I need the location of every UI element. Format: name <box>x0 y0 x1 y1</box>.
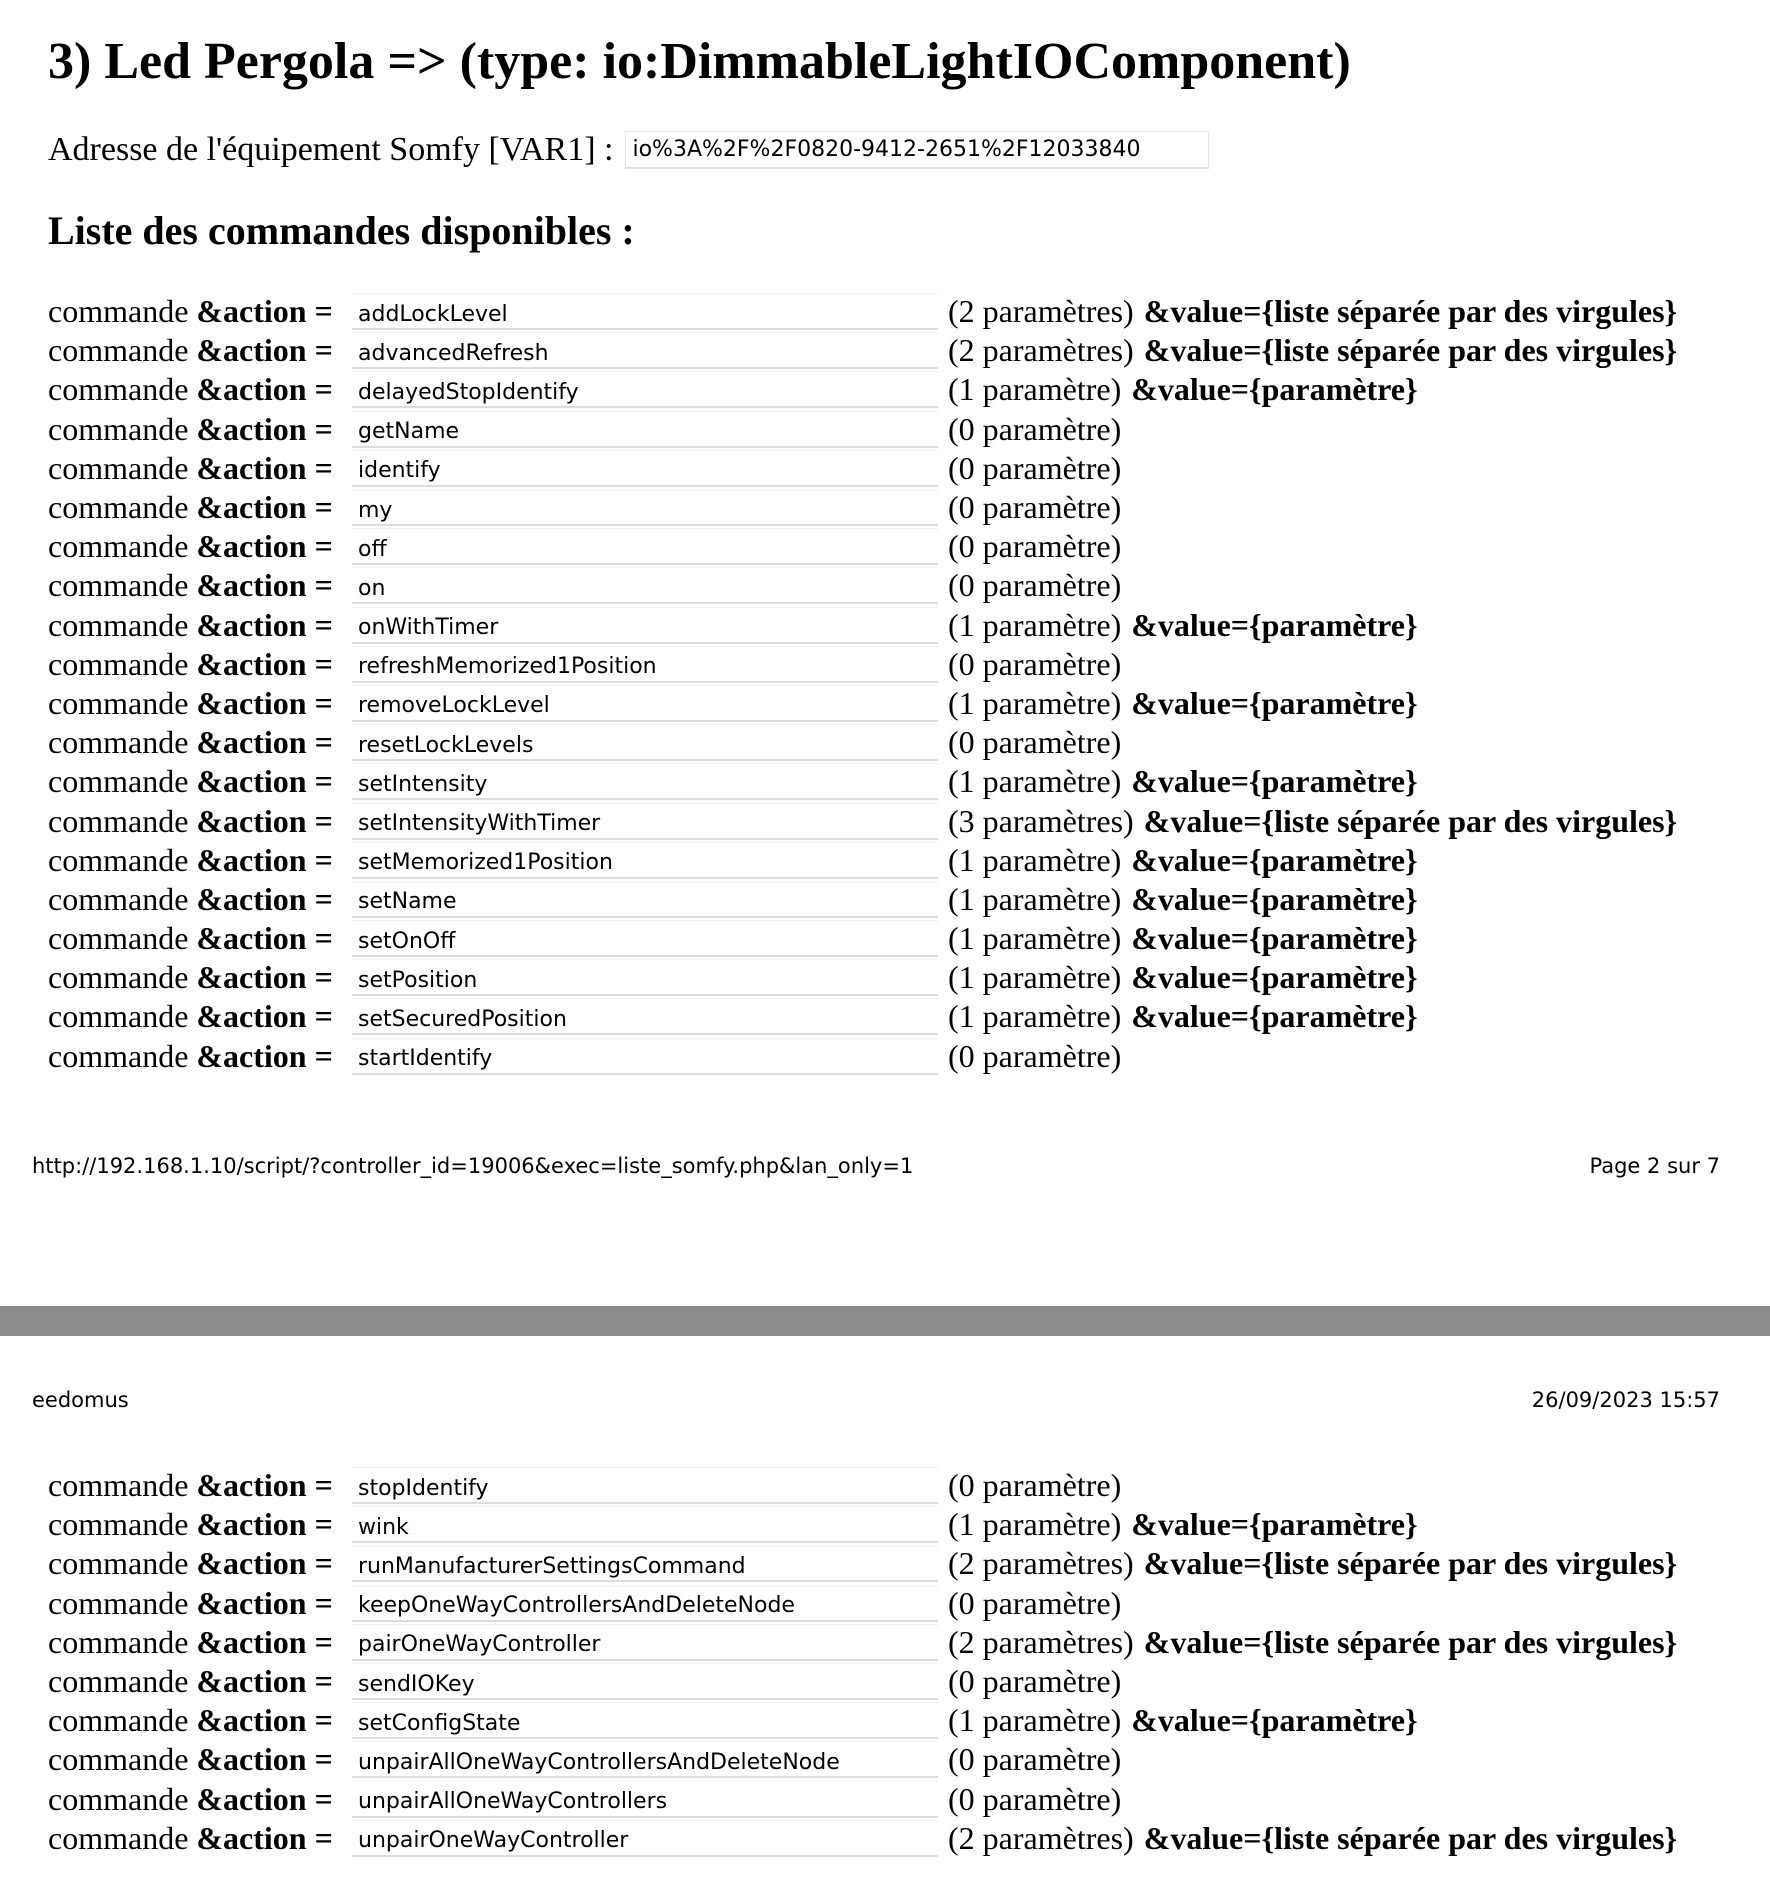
action-input[interactable] <box>352 1467 938 1504</box>
command-label: commande &action = <box>48 1545 333 1582</box>
value-format: &value={paramètre} <box>1131 959 1418 996</box>
print-footer-url: http://192.168.1.10/script/?controller_id=19006&exec=liste_somfy.php&lan_only=1 <box>32 1154 914 1178</box>
action-input[interactable] <box>352 489 938 526</box>
action-input[interactable] <box>352 1506 938 1543</box>
command-label: commande &action = <box>48 959 333 996</box>
command-label: commande &action = <box>48 332 333 369</box>
param-count: (1 paramètre) <box>948 371 1122 408</box>
address-label: Adresse de l'équipement Somfy [VAR1] : <box>48 131 614 168</box>
action-input[interactable] <box>352 1820 938 1857</box>
command-row <box>48 370 1748 409</box>
commands-list-page-2 <box>48 1466 1748 1858</box>
action-input[interactable] <box>352 293 938 330</box>
command-label: commande &action = <box>48 293 333 330</box>
param-count: (0 paramètre) <box>948 724 1122 761</box>
action-input[interactable] <box>352 1038 938 1075</box>
command-label: commande &action = <box>48 998 333 1035</box>
param-count: (0 paramètre) <box>948 528 1122 565</box>
command-label: commande &action = <box>48 763 333 800</box>
command-label: commande &action = <box>48 1702 333 1739</box>
command-label: commande &action = <box>48 1780 333 1817</box>
section-title: 3) Led Pergola => (type: io:DimmableLightIOComponent) <box>48 33 1351 90</box>
param-count: (0 paramètre) <box>948 1037 1122 1074</box>
action-input[interactable] <box>352 607 938 644</box>
action-input[interactable] <box>352 959 938 996</box>
action-input[interactable] <box>352 1741 938 1778</box>
param-count: (1 paramètre) <box>948 1506 1122 1543</box>
command-row <box>48 1544 1748 1583</box>
param-count: (1 paramètre) <box>948 763 1122 800</box>
action-input[interactable] <box>352 1702 938 1739</box>
value-format: &value={paramètre} <box>1131 763 1418 800</box>
action-input[interactable] <box>352 881 938 918</box>
command-row <box>48 1740 1748 1779</box>
command-label: commande &action = <box>48 880 333 917</box>
command-row <box>48 1466 1748 1505</box>
command-row <box>48 449 1748 488</box>
value-format: &value={liste séparée par des virgules} <box>1143 1819 1678 1856</box>
action-input[interactable] <box>352 763 938 800</box>
command-row <box>48 762 1748 801</box>
command-label: commande &action = <box>48 1741 333 1778</box>
param-count: (1 paramètre) <box>948 920 1122 957</box>
value-format: &value={paramètre} <box>1131 998 1418 1035</box>
action-input[interactable] <box>352 803 938 840</box>
param-count: (1 paramètre) <box>948 684 1122 721</box>
param-count: (0 paramètre) <box>948 410 1122 447</box>
command-row <box>48 292 1748 331</box>
value-format: &value={paramètre} <box>1131 371 1418 408</box>
value-format: &value={paramètre} <box>1131 841 1418 878</box>
command-row <box>48 1623 1748 1662</box>
action-input[interactable] <box>352 1663 938 1700</box>
print-header-site-name: eedomus <box>32 1388 129 1412</box>
param-count: (1 paramètre) <box>948 1702 1122 1739</box>
command-row <box>48 410 1748 449</box>
command-label: commande &action = <box>48 606 333 643</box>
value-format: &value={liste séparée par des virgules} <box>1143 293 1678 330</box>
param-count: (0 paramètre) <box>948 1741 1122 1778</box>
command-label: commande &action = <box>48 684 333 721</box>
param-count: (0 paramètre) <box>948 645 1122 682</box>
command-row <box>48 919 1748 958</box>
command-row <box>48 331 1748 370</box>
command-row <box>48 723 1748 762</box>
command-label: commande &action = <box>48 841 333 878</box>
command-label: commande &action = <box>48 410 333 447</box>
command-row <box>48 841 1748 880</box>
print-footer-page-number: Page 2 sur 7 <box>1589 1154 1720 1178</box>
action-input[interactable] <box>352 528 938 565</box>
action-input[interactable] <box>352 920 938 957</box>
command-row <box>48 1662 1748 1701</box>
action-input[interactable] <box>352 1585 938 1622</box>
param-count: (3 paramètres) <box>948 802 1134 839</box>
param-count: (0 paramètre) <box>948 449 1122 486</box>
command-label: commande &action = <box>48 528 333 565</box>
action-input[interactable] <box>352 371 938 408</box>
value-format: &value={liste séparée par des virgules} <box>1143 332 1678 369</box>
command-row <box>48 801 1748 840</box>
param-count: (2 paramètres) <box>948 1623 1134 1660</box>
value-format: &value={liste séparée par des virgules} <box>1143 802 1678 839</box>
action-input[interactable] <box>352 1624 938 1661</box>
param-count: (0 paramètre) <box>948 1584 1122 1621</box>
param-count: (0 paramètre) <box>948 1467 1122 1504</box>
action-input[interactable] <box>352 724 938 761</box>
action-input[interactable] <box>352 646 938 683</box>
command-row <box>48 997 1748 1036</box>
command-label: commande &action = <box>48 724 333 761</box>
value-format: &value={paramètre} <box>1131 920 1418 957</box>
param-count: (2 paramètres) <box>948 1545 1134 1582</box>
command-row <box>48 1505 1748 1544</box>
command-row <box>48 488 1748 527</box>
print-header-datetime: 26/09/2023 15:57 <box>1531 1388 1720 1412</box>
param-count: (1 paramètre) <box>948 880 1122 917</box>
action-input[interactable] <box>352 842 938 879</box>
command-label: commande &action = <box>48 567 333 604</box>
command-row <box>48 958 1748 997</box>
value-format: &value={liste séparée par des virgules} <box>1143 1623 1678 1660</box>
command-row <box>48 1701 1748 1740</box>
command-label: commande &action = <box>48 1819 333 1856</box>
print-page-2 <box>0 1336 1770 1896</box>
command-label: commande &action = <box>48 802 333 839</box>
address-input[interactable] <box>625 131 1209 169</box>
address-row <box>48 128 1209 172</box>
param-count: (2 paramètres) <box>948 1819 1134 1856</box>
value-format: &value={paramètre} <box>1131 1506 1418 1543</box>
commands-list-page-1 <box>48 292 1748 1076</box>
command-label: commande &action = <box>48 371 333 408</box>
action-input[interactable] <box>352 567 938 604</box>
command-row <box>48 645 1748 684</box>
param-count: (0 paramètre) <box>948 1663 1122 1700</box>
command-row <box>48 1584 1748 1623</box>
command-label: commande &action = <box>48 449 333 486</box>
action-input[interactable] <box>352 450 938 487</box>
param-count: (1 paramètre) <box>948 841 1122 878</box>
page-separator <box>0 1306 1770 1336</box>
command-row <box>48 684 1748 723</box>
action-input[interactable] <box>352 1545 938 1582</box>
command-row <box>48 880 1748 919</box>
command-row <box>48 566 1748 605</box>
command-label: commande &action = <box>48 1623 333 1660</box>
action-input[interactable] <box>352 685 938 722</box>
command-row <box>48 1780 1748 1819</box>
param-count: (1 paramètre) <box>948 959 1122 996</box>
action-input[interactable] <box>352 998 938 1035</box>
command-label: commande &action = <box>48 1584 333 1621</box>
param-count: (0 paramètre) <box>948 567 1122 604</box>
value-format: &value={liste séparée par des virgules} <box>1143 1545 1678 1582</box>
param-count: (1 paramètre) <box>948 998 1122 1035</box>
action-input[interactable] <box>352 411 938 448</box>
param-count: (2 paramètres) <box>948 293 1134 330</box>
value-format: &value={paramètre} <box>1131 1702 1418 1739</box>
param-count: (1 paramètre) <box>948 606 1122 643</box>
command-row <box>48 1819 1748 1858</box>
commands-list-title: Liste des commandes disponibles : <box>48 208 635 253</box>
command-label: commande &action = <box>48 1467 333 1504</box>
command-label: commande &action = <box>48 489 333 526</box>
value-format: &value={paramètre} <box>1131 606 1418 643</box>
param-count: (0 paramètre) <box>948 489 1122 526</box>
param-count: (2 paramètres) <box>948 332 1134 369</box>
action-input[interactable] <box>352 332 938 369</box>
action-input[interactable] <box>352 1781 938 1818</box>
value-format: &value={paramètre} <box>1131 684 1418 721</box>
command-label: commande &action = <box>48 920 333 957</box>
param-count: (0 paramètre) <box>948 1780 1122 1817</box>
value-format: &value={paramètre} <box>1131 880 1418 917</box>
command-row <box>48 1037 1748 1076</box>
command-row <box>48 606 1748 645</box>
command-label: commande &action = <box>48 1663 333 1700</box>
command-label: commande &action = <box>48 1037 333 1074</box>
command-label: commande &action = <box>48 1506 333 1543</box>
command-row <box>48 527 1748 566</box>
command-label: commande &action = <box>48 645 333 682</box>
